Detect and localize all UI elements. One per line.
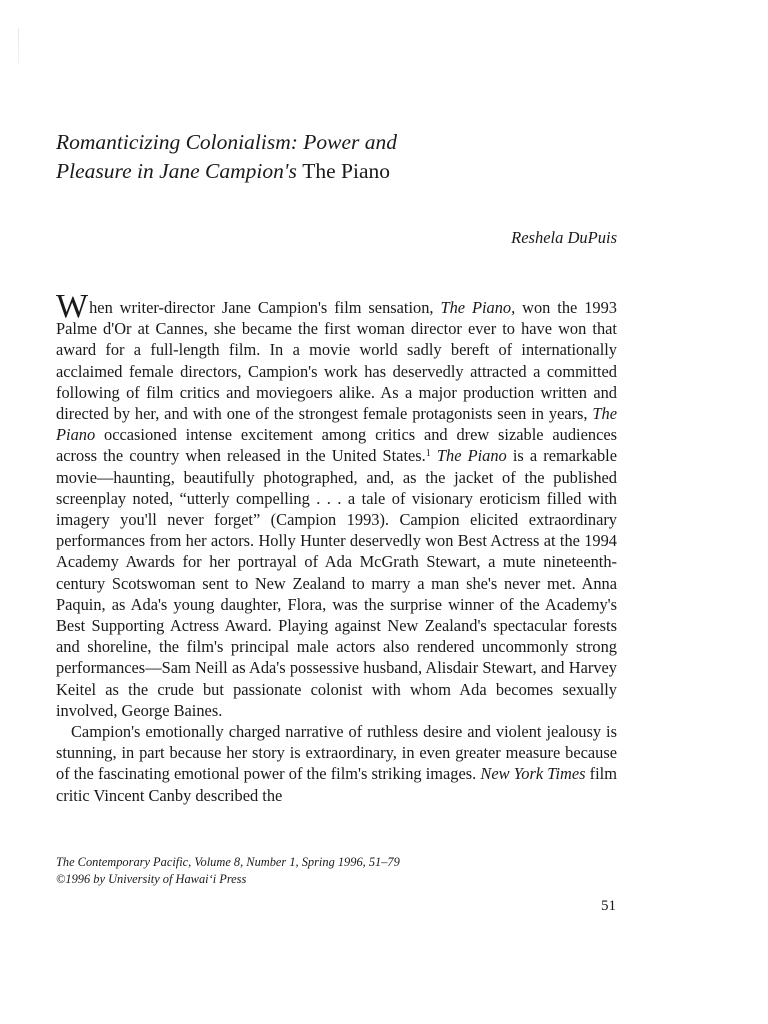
publication-name: New York Times <box>480 764 586 784</box>
title-line-1: Romanticizing Colonialism: Power and <box>56 130 398 154</box>
p1-text-3: occasioned intense excitement among critics and drew sizable audiences across the country when released in the United States. <box>56 425 617 466</box>
author-name: Reshela DuPuis <box>511 228 617 247</box>
p2-text-2: film critic Vincent Canby described the <box>56 764 617 805</box>
film-title: The Piano <box>56 404 617 445</box>
journal-citation: The Contemporary Pacific, Volume 8, Number 1, Spring 1996, 51–79 <box>56 855 400 869</box>
p2-text-1: Campion's emotionally charged narrative of ruthless desire and violent jealousy is stunning, in part because her story is extraordinary, in even greater measure because of the fascinating emotional power of the film's striking images. <box>56 722 617 784</box>
title-line-2-italic: Pleasure in Jane Campion's <box>56 159 297 183</box>
article-body <box>56 288 618 806</box>
paragraph-2 <box>56 721 617 806</box>
journal-footer <box>56 854 556 888</box>
copyright-notice: ©1996 by University of Hawai‘i Press <box>56 872 247 886</box>
p1-text-2: won the 1993 Palme d'Or at Cannes, she became the first woman director ever to have won that award for a full-length film. In a movie world sadly bereft of internationally acclaimed female directors, Campion's work has deservedly attracted a committed following of film critics and moviegoers alike. As a major production written and directed by her, and with one of the strongest female protagonists seen in years, <box>56 298 617 424</box>
paragraph-1 <box>56 288 618 721</box>
p1-text-1: hen writer-director Jane Campion's film sensation, <box>89 298 434 317</box>
film-title: The Piano, <box>440 298 516 317</box>
article-title <box>56 128 676 186</box>
drop-cap: W <box>56 288 89 325</box>
title-film-name: The Piano <box>302 159 391 183</box>
scan-margin-mark <box>18 28 19 64</box>
footnote-marker: 1 <box>425 448 431 460</box>
page-number: 51 <box>601 898 616 914</box>
film-title: The Piano <box>436 446 507 466</box>
p1-text-4: is a remarkable movie—haunting, beautifully photographed, and, as the jacket of the published screenplay noted, “utterly compelling . . . a tale of visionary eroticism filled with imagery you'll never forget” (Campion 1993). Campion elicited extraordinary performances from her actors. Holly Hunter deservedly won Best Actress at the 1994 Academy Awards for her portrayal of Ada McGrath Stewart, a mute nineteenth-century Scotswoman sent to New Zealand to marry a man she's never met. Anna Paquin, as Ada's young daughter, Flora, was the surprise winner of the Academy's Best Supporting Actress Award. Playing against New Zealand's spectacular forests and shoreline, the film's principal male actors also rendered uncommonly strong performances—Sam Neill as Ada's possessive husband, Alisdair Stewart, and Harvey Keitel as the crude but passionate colonist with whom Ada becomes sexually involved, George Baines. <box>56 446 618 720</box>
title-line-2 <box>56 157 676 186</box>
